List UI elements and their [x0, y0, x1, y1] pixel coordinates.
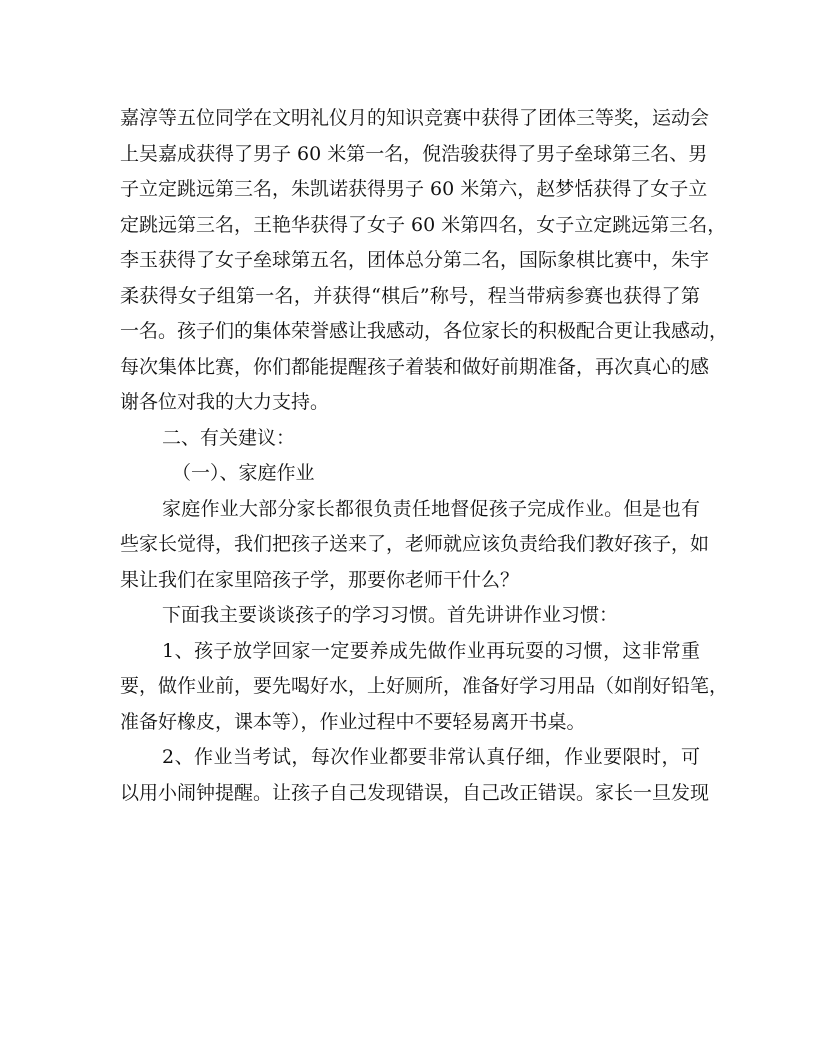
text-line: 一名。孩子们的集体荣誉感让我感动，各位家长的积极配合更让我感动， [120, 320, 729, 342]
paragraph-habit-2 [120, 740, 710, 811]
paragraph-achievements [120, 101, 729, 421]
text-line: 嘉淳等五位同学在文明礼仪月的知识竞赛中获得了团体三等奖，运动会 [120, 107, 710, 129]
text-line: 子立定跳远第三名，朱凯诺获得男子 60 米第六，赵梦恬获得了女子立 [120, 178, 708, 200]
text-line: 准备好橡皮，课本等），作业过程中不要轻易离开书桌。 [120, 710, 586, 733]
text-line: 家庭作业大部分家长都很负责任地督促孩子完成作业。但是也有 [162, 497, 700, 520]
paragraph-homework-intro [120, 492, 710, 599]
text-line: 下面我主要谈谈孩子的学习习惯。首先讲讲作业习惯： [162, 604, 619, 626]
paragraph-habits-intro [120, 598, 700, 634]
text-line: 上吴嘉成获得了男子 60 米第一名，倪浩骏获得了男子垒球第三名、男 [120, 142, 708, 165]
text-line: 1、孩子放学回家一定要养成先做作业再玩耍的习惯，这非常重 [162, 639, 700, 662]
paragraph-habit-1 [120, 634, 729, 741]
subsection-heading: （一）、家庭作业 [172, 462, 315, 484]
document-body [120, 101, 729, 811]
text-line: 2、作业当考试，每次作业都要非常认真仔细，作业要限时，可 [162, 746, 700, 768]
text-line: 定跳远第三名，王艳华获得了女子 60 米第四名，女子立定跳远第三名， [120, 213, 727, 236]
text-line: 每次集体比赛，你们都能提醒孩子着装和做好前期准备，再次真心的感 [120, 355, 710, 378]
text-line: 些家长觉得，我们把孩子送来了，老师就应该负责给我们教好孩子，如 [120, 533, 710, 555]
text-line: 果让我们在家里陪孩子学，那要你老师干什么？ [120, 568, 520, 591]
text-line: 谢各位对我的大力支持。 [120, 391, 330, 413]
text-line: 要，做作业前，要先喝好水，上好厕所，准备好学习用品（如削好铅笔， [120, 675, 729, 697]
subsection-heading-homework [120, 456, 700, 492]
text-line: 以用小闹钟提醒。让孩子自己发现错误，自己改正错误。家长一旦发现 [120, 781, 710, 804]
section-heading-suggestions [120, 421, 700, 457]
text-line: 柔获得女子组第一名，并获得“棋后”称号，程当带病参赛也获得了第 [120, 284, 700, 307]
section-heading: 二、有关建议： [162, 426, 296, 449]
text-line: 李玉获得了女子垒球第五名，团体总分第二名，国际象棋比赛中，朱宇 [120, 249, 710, 271]
